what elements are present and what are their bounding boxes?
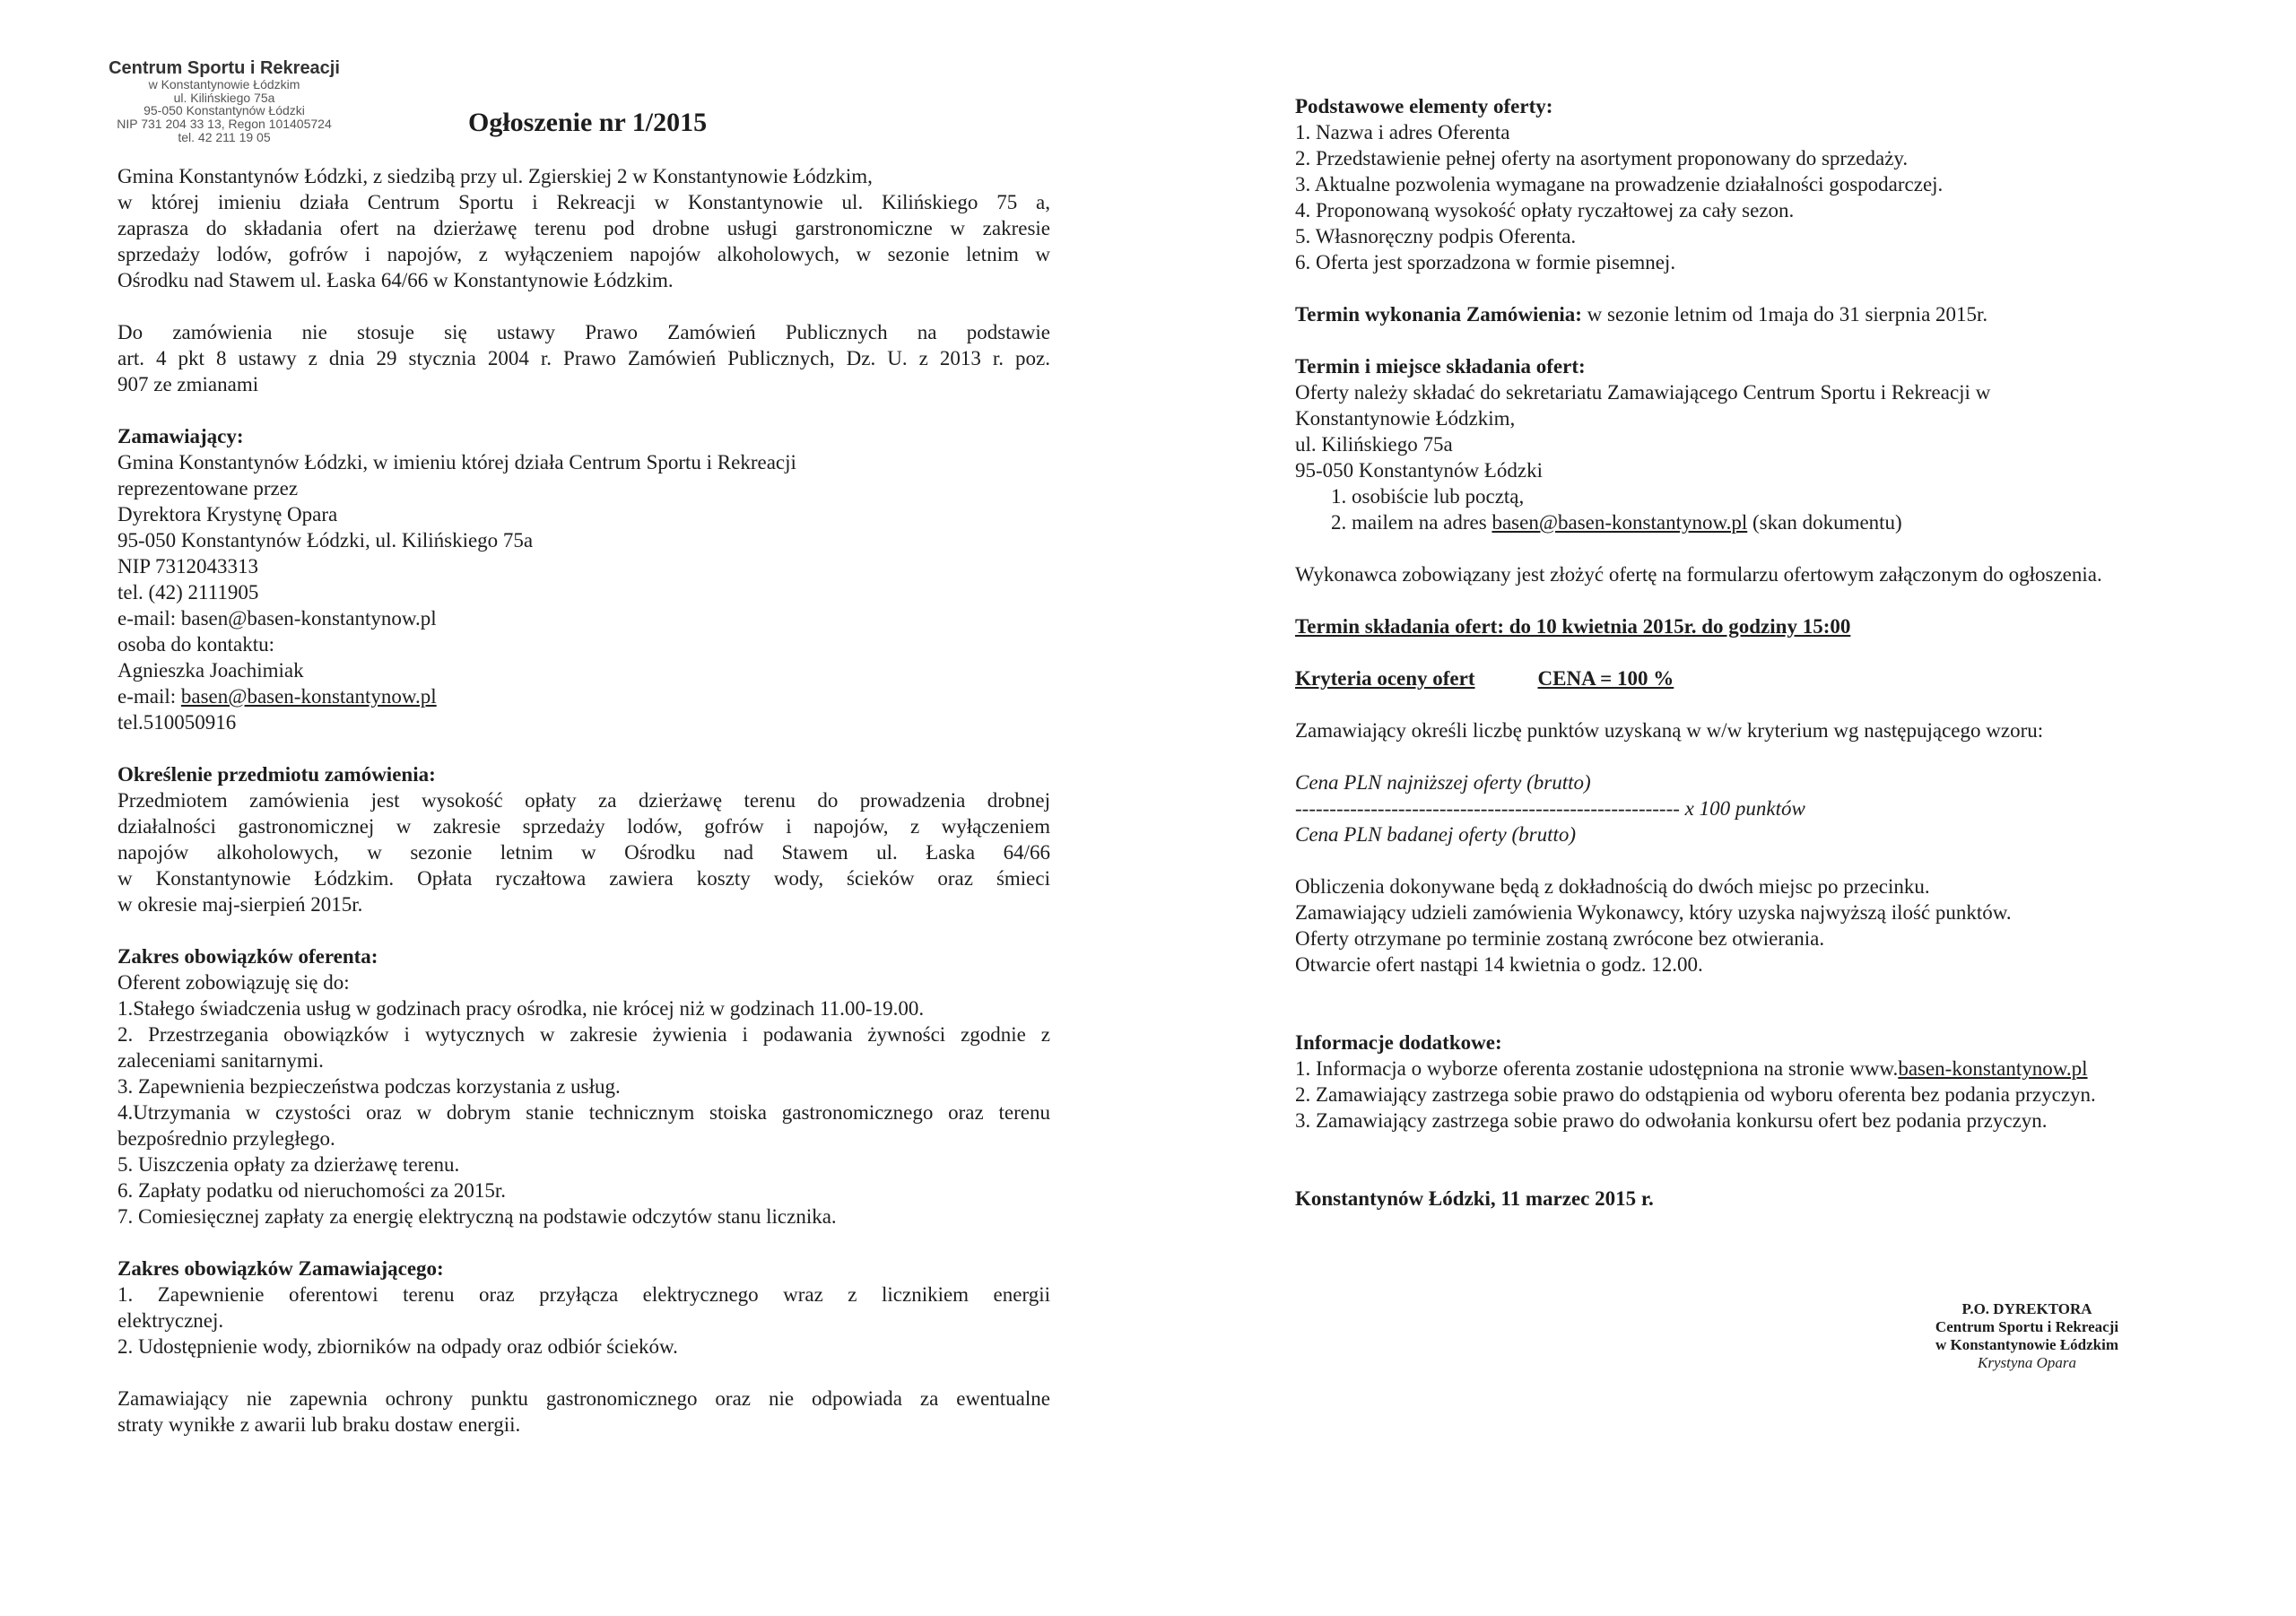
left-column (117, 163, 1050, 1438)
section-heading: Podstawowe elementy oferty: (1295, 95, 1553, 117)
date-line: Konstantynów Łódzki, 11 marzec 2015 r. (1295, 1187, 1654, 1210)
obowiazki-zamawiajacego-section (117, 1255, 1050, 1360)
formula-multiplier: x 100 punktów (1679, 797, 1805, 820)
kryteria (1295, 665, 2255, 691)
section-heading: Termin i miejsce składania ofert: (1295, 355, 1586, 378)
text-line: zaprasza do składania ofert na dzierżawę terenu pod drobne usługi garstronomiczne w zakresie (117, 217, 1050, 239)
stamp-line: 95-050 Konstantynów Łódzki (144, 103, 305, 118)
signature-line: w Konstantynowie Łódzkim (1935, 1336, 2119, 1353)
text-line: straty wynikłe z awarii lub braku dostaw energii. (117, 1413, 521, 1436)
list-item: 2. Zamawiający zastrzega sobie prawo do odstąpienia od wyboru oferenta bez podania przyczyn. (1295, 1083, 2096, 1106)
text-line: Zamawiający określi liczbę punktów uzyskaną w w/w kryterium wg następującego wzoru: (1295, 719, 2044, 742)
document-title: Ogłoszenie nr 1/2015 (468, 108, 708, 137)
text-line: Dyrektora Krystynę Opara (117, 503, 338, 526)
text-line: osoba do kontaktu: (117, 633, 275, 656)
list-item-email (1295, 509, 2255, 535)
list-item: 1. Nazwa i adres Oferenta (1295, 121, 1510, 143)
criteria-label: Kryteria oceny ofert (1295, 667, 1475, 690)
list-item: 6. Zapłaty podatku od nieruchomości za 2015r. (117, 1179, 507, 1202)
stamp-line: tel. 42 211 19 05 (178, 129, 271, 144)
section-heading: Zamawiający: (117, 425, 244, 447)
elementy-section (1295, 93, 2255, 275)
stamp-line: ul. Kilińskiego 75a (173, 90, 275, 105)
email-label: e-mail: (117, 685, 181, 708)
list-item: 3. Aktualne pozwolenia wymagane na prowadzenie działalności gospodarczej. (1295, 173, 1944, 195)
section-heading: Zakres obowiązków oferenta: (117, 945, 378, 968)
section-heading: Zakres obowiązków Zamawiającego: (117, 1257, 444, 1280)
stamp-line: NIP 731 204 33 13, Regon 101405724 (117, 117, 332, 132)
text-line: 95-050 Konstantynów Łódzki (1295, 459, 1543, 482)
right-column (1295, 93, 2255, 1238)
list-item (1295, 1056, 2255, 1082)
formula-fraction-line (1295, 795, 2255, 821)
text-line: Obliczenia dokonywane będą z dokładnością do dwóch miejsc po przecinku. (1295, 875, 1930, 898)
text-line: sprzedaży lodów, gofrów i napojów, z wyłączeniem napojów alkoholowych, w sezonie letnim w (117, 243, 1050, 265)
option-label: 2. mailem na adres (1331, 511, 1492, 534)
text-line: Zamawiający udzieli zamówienia Wykonawcy, który uzyska najwyższą ilość punktów. (1295, 901, 2012, 924)
law-paragraph (117, 319, 1050, 397)
ochrona-paragraph (117, 1386, 1050, 1438)
text-line: Oferty otrzymane po terminie zostaną zwrócone bez otwierania. (1295, 927, 1825, 950)
text-line: e-mail: basen@basen-konstantynow.pl (117, 607, 437, 630)
text-line: Oferent zobowiązuję się do: (117, 971, 350, 994)
text-line: bezpośrednio przyległego. (117, 1127, 335, 1150)
obowiazki-oferenta-section (117, 943, 1050, 1229)
termin-wykonania-label: Termin wykonania Zamówienia: (1295, 303, 1582, 326)
text-line: ul. Kilińskiego 75a (1295, 433, 1453, 456)
text-line: NIP 7312043313 (117, 555, 258, 578)
institution-stamp (90, 59, 359, 143)
contact-email-link[interactable]: basen@basen-konstantynow.pl (180, 685, 437, 708)
formula-numerator: Cena PLN najniższej oferty (brutto) (1295, 771, 1591, 794)
contact-phone: tel.510050916 (117, 711, 237, 734)
dodatkowe-section (1295, 1030, 2255, 1134)
przedmiot-section (117, 761, 1050, 917)
list-item: 2. Udostępnienie wody, zbiorników na odpady oraz odbiór ścieków. (117, 1335, 678, 1358)
list-item: 5. Własnoręczny podpis Oferenta. (1295, 225, 1577, 248)
text-line: Ośrodku nad Stawem ul. Łaska 64/66 w Konstantynowie Łódzkim. (117, 269, 674, 291)
text-line: zaleceniami sanitarnymi. (117, 1049, 324, 1072)
text-line: Przedmiotem zamówienia jest wysokość opłaty za dzierżawę terenu do prowadzenia drobnej (117, 789, 1050, 812)
text-line: tel. (42) 2111905 (117, 581, 259, 604)
text-line: w Konstantynowie Łódzkim. Opłata ryczałtowa zawiera koszty wody, ścieków oraz śmieci (117, 867, 1050, 890)
list-item: 7. Comiesięcznej zapłaty za energię elektryczną na podstawie odczytów stanu licznika. (117, 1205, 837, 1228)
list-item: 5. Uiszczenia opłaty za dzierżawę terenu. (117, 1153, 460, 1176)
list-item: 2. Przestrzegania obowiązków i wytycznych w zakresie żywienia i podawania żywności zgodnie z (117, 1023, 1050, 1046)
list-item: 1. Zapewnienie oferentowi terenu oraz przyłącza elektrycznego wraz z licznikiem energii (117, 1283, 1050, 1306)
zamawiajacy-section (117, 423, 1050, 735)
director-signature-stamp (1910, 1300, 2144, 1372)
list-item: 6. Oferta jest sporzadzona w formie pisemnej. (1295, 251, 1676, 274)
list-item: 1. osobiście lub pocztą, (1331, 485, 1525, 508)
formula-dashes: -------------------------------------------------------- (1295, 797, 1680, 820)
text-line: Oferty należy składać do sekretariatu Zamawiającego Centrum Sportu i Rekreacji w (1295, 381, 1991, 404)
submission-email-link[interactable]: basen@basen-konstantynow.pl (1492, 511, 1748, 534)
section-heading: Określenie przedmiotu zamówienia: (117, 763, 436, 786)
list-item: 4.Utrzymania w czystości oraz w dobrym stanie technicznym stoiska gastronomicznego oraz terenu (117, 1101, 1050, 1124)
formula-denominator: Cena PLN badanej oferty (brutto) (1295, 823, 1577, 846)
obliczenia-paragraph (1295, 873, 2255, 977)
termin-wykonania-value: w sezonie letnim od 1maja do 31 sierpnia 2015r. (1581, 303, 1988, 326)
formularz-paragraph (1295, 561, 2255, 587)
text-line: Gmina Konstantynów Łódzki, w imieniu której działa Centrum Sportu i Rekreacji (117, 451, 796, 474)
intro-paragraph (117, 163, 1050, 293)
text-line: działalności gastronomicznej w zakresie sprzedaży lodów, gofrów i napojów, z wyłączeniem (117, 815, 1050, 838)
formula (1295, 769, 2255, 847)
list-item: 3. Zamawiający zastrzega sobie prawo do odwołania konkursu ofert bez podania przyczyn. (1295, 1109, 2048, 1132)
text-line: art. 4 pkt 8 ustawy z dnia 29 stycznia 2004 r. Prawo Zamówień Publicznych, Dz. U. z 2013 r. poz. (117, 347, 1050, 369)
signature-name: Krystyna Opara (1977, 1354, 2077, 1371)
deadline-line: Termin składania ofert: do 10 kwietnia 2015r. do godziny 15:00 (1295, 615, 1851, 638)
text-line: elektrycznej. (117, 1309, 224, 1332)
stamp-name: Centrum Sportu i Rekreacji (109, 58, 340, 78)
text-line: Wykonawca zobowiązany jest złożyć ofertę na formularzu ofertowym załączonym do ogłoszenia. (1295, 563, 2102, 586)
section-heading: Informacje dodatkowe: (1295, 1031, 1502, 1054)
text-line: Konstantynowie Łódzkim, (1295, 407, 1516, 430)
list-item: 2. Przedstawienie pełnej oferty na asortyment proponowany do sprzedaży. (1295, 147, 1909, 169)
option-suffix: (skan dokumentu) (1747, 511, 1902, 534)
website-link[interactable]: basen-konstantynow.pl (1898, 1057, 2088, 1080)
item-text: 1. Informacja o wyborze oferenta zostanie udostępniona na stronie www. (1295, 1057, 1899, 1080)
termin-skladania (1295, 613, 2255, 639)
list-item: 3. Zapewnienia bezpieczeństwa podczas korzystania z usług. (117, 1075, 621, 1098)
text-line: w okresie maj-sierpień 2015r. (117, 893, 363, 916)
text-line: reprezentowane przez (117, 477, 299, 500)
wzor-intro (1295, 717, 2255, 743)
text-line: Do zamówienia nie stosuje się ustawy Prawo Zamówień Publicznych na podstawie (117, 321, 1050, 343)
list-item: 4. Proponowaną wysokość opłaty ryczałtowej za cały sezon. (1295, 199, 1795, 222)
date-place (1295, 1186, 2255, 1212)
contact-email-line (117, 683, 1050, 709)
stamp-line: w Konstantynowie Łódzkim (148, 77, 300, 91)
criteria-value: CENA = 100 % (1537, 667, 1674, 690)
text-line: Agnieszka Joachimiak (117, 659, 304, 682)
text-line: Otwarcie ofert nastąpi 14 kwietnia o godz. 12.00. (1295, 953, 1703, 976)
signature-line: P.O. DYREKTORA (1961, 1300, 2092, 1317)
criteria-line (1295, 665, 2255, 691)
text-line: w której imieniu działa Centrum Sportu i Rekreacji w Konstantynowie ul. Kilińskiego 75 a, (117, 191, 1050, 213)
text-line: 95-050 Konstantynów Łódzki, ul. Kilińskiego 75a (117, 529, 534, 552)
miejsce-section (1295, 353, 2255, 535)
termin-wykonania (1295, 301, 2255, 327)
list-item: 1.Stałego świadczenia usług w godzinach pracy ośrodka, nie krócej niż w godzinach 11.00-19.00. (117, 997, 925, 1020)
signature-line: Centrum Sportu i Rekreacji (1935, 1318, 2119, 1335)
text-line: napojów alkoholowych, w sezonie letnim w Ośrodku nad Stawem ul. Łaska 64/66 (117, 841, 1050, 864)
text-line: Zamawiający nie zapewnia ochrony punktu gastronomicznego oraz nie odpowiada za ewentualne (117, 1387, 1050, 1410)
text-line: 907 ze zmianami (117, 373, 259, 395)
text-line: Gmina Konstantynów Łódzki, z siedzibą przy ul. Zgierskiej 2 w Konstantynowie Łódzkim, (117, 165, 873, 187)
